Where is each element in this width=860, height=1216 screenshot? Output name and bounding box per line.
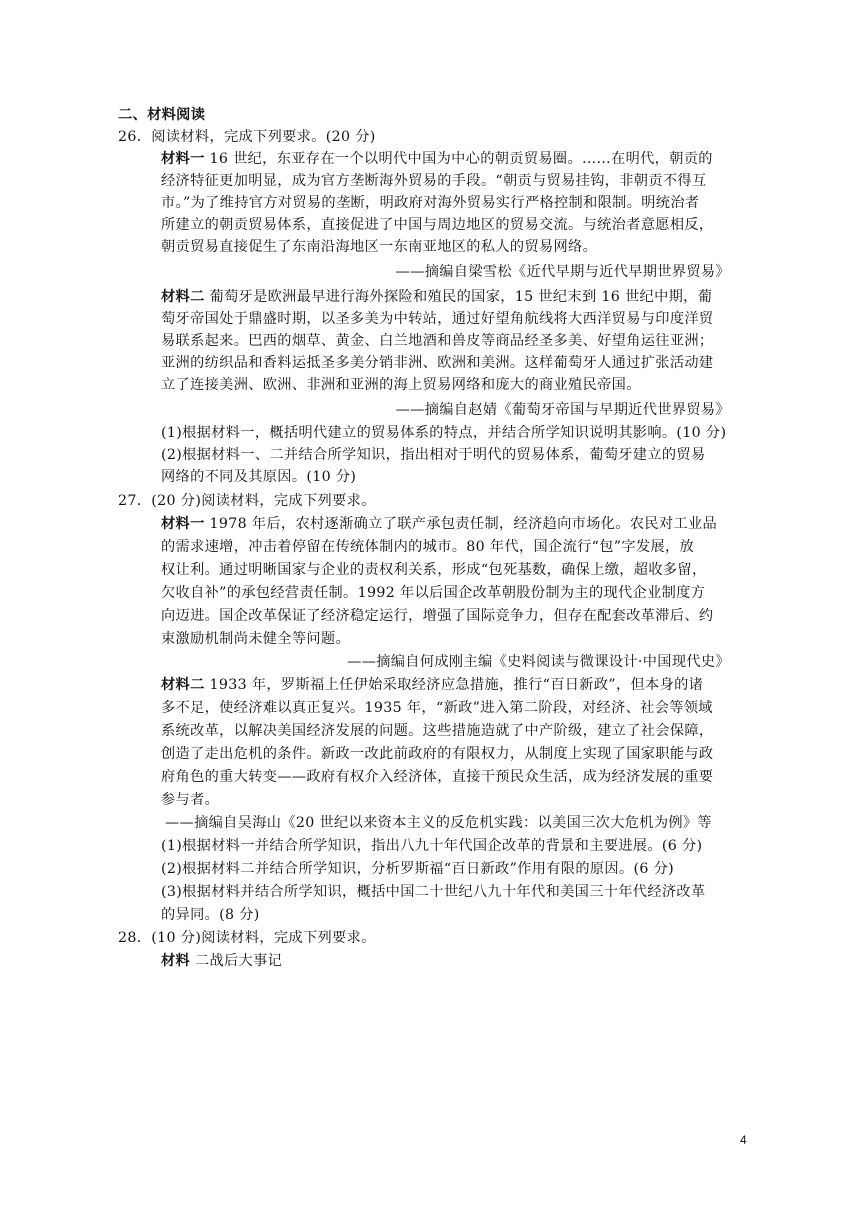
- q27-m1-line-5: 向迈进。国企改革保证了经济稳定运行，增强了国际竞争力，但存在配套改革滞后、约: [161, 608, 714, 624]
- q28-material-label: 材料: [161, 953, 191, 969]
- q26-m2-line-4: 亚洲的纺织品和香料运抵圣多美分销非洲、欧洲和美洲。这样葡萄牙人通过扩张活动建: [161, 355, 714, 371]
- q28-intro: 28．(10 分)阅读材料，完成下列要求。: [118, 930, 376, 946]
- q26-m2-label: 材料二: [161, 289, 205, 305]
- q27-m2-line-6: 参与者。: [161, 792, 220, 808]
- q27-question-3-cont: 的异同。(8 分): [161, 907, 260, 923]
- q26-question-2-cont: 网络的不同及其原因。(10 分): [161, 469, 357, 485]
- q26-m1-line-2: 经济特征更加明显，成为官方垄断海外贸易的手段。“朝贡与贸易挂钩，非朝贡不得互: [161, 173, 707, 189]
- q26-m1-source: ——摘编自梁雪松《近代早期与近代早期世界贸易》: [395, 264, 730, 280]
- q27-m1-source: ——摘编自何成刚主编《史料阅读与微课设计·中国现代史》: [347, 654, 730, 670]
- q27-m1-line-3: 权让利。通过明晰国家与企业的责权利关系，形成“包死基数，确保上缴，超收多留，: [161, 562, 707, 578]
- q26-intro: 26．阅读材料，完成下列要求。(20 分): [118, 129, 376, 145]
- q26-m1-line-1: 材料一 16 世纪，东亚存在一个以明代中国为中心的朝贡贸易圈。……在明代，朝贡的: [161, 151, 713, 167]
- q26-m2-line-5: 立了连接美洲、欧洲、非洲和亚洲的海上贸易网络和庞大的商业殖民帝国。: [161, 377, 641, 393]
- q26-m2-line-3: 易联系起来。巴西的烟草、黄金、白兰地酒和兽皮等商品经圣多美、好望角运往亚洲；: [161, 333, 714, 349]
- q27-m2-line-4: 创造了走出危机的条件。新政一改此前政府的有限权力，从制度上实现了国家职能与政: [161, 746, 714, 762]
- q27-m2-line-2: 多不足，使经济难以真正复兴。1935 年，“新政”进入第二阶段，对经济、社会等领域: [161, 700, 713, 716]
- q27-question-3: (3)根据材料并结合所学知识，概括中国二十世纪八九十年代和美国三十年代经济改革: [161, 884, 706, 900]
- q28-material: 材料 二战后大事记: [161, 953, 283, 969]
- q26-m2-source: ——摘编自赵婧《葡萄牙帝国与早期近代世界贸易》: [395, 402, 730, 418]
- q27-m2-line-3: 系统改革，以解决美国经济发展的问题。这些措施造就了中产阶级，建立了社会保障，: [161, 723, 714, 739]
- q27-intro: 27．(20 分)阅读材料，完成下列要求。: [118, 493, 376, 509]
- q26-m1-line-4: 所建立的朝贡贸易体系，直接促进了中国与周边地区的贸易交流。与统治者意愿相反，: [161, 217, 714, 233]
- section-title: 二、材料阅读: [118, 107, 206, 123]
- q26-m1-line-3: 市。”为了维持官方对贸易的垄断，明政府对海外贸易实行严格控制和限制。明统治者: [161, 195, 700, 211]
- q27-m1-line-4: 欠收自补”的承包经营责任制。1992 年以后国企改革朝股份制为主的现代企业制度方: [161, 585, 706, 601]
- page-number: 4: [740, 1133, 747, 1147]
- q26-m1-label: 材料一: [161, 151, 205, 167]
- q27-m1-line-2: 的需求速增，冲击着停留在传统体制内的城市。80 年代，国企流行“包”字发展，放: [161, 539, 695, 555]
- q27-m2-label: 材料二: [161, 677, 205, 693]
- q27-m1-label: 材料一: [161, 516, 205, 532]
- q27-question-1: (1)根据材料一并结合所学知识，指出八九十年代国企改革的背景和主要进展。(6 分): [161, 838, 703, 854]
- q27-question-2: (2)根据材料二并结合所学知识，分析罗斯福“百日新政”作用有限的原因。(6 分): [161, 861, 675, 877]
- q27-m1-line-1: 材料一 1978 年后，农村逐渐确立了联产承包责任制，经济趋向市场化。农民对工业品: [161, 516, 718, 532]
- q27-m1-line-6: 束激励机制尚未健全等问题。: [161, 631, 350, 647]
- q27-m2-line-1: 材料二 1933 年，罗斯福上任伊始采取经济应急措施，推行“百日新政”，但本身的诸: [161, 677, 704, 693]
- q26-question-1: (1)根据材料一，概括明代建立的贸易体系的特点，并结合所学知识说明其影响。(10 分): [161, 425, 727, 441]
- q27-m2-line-5: 府角色的重大转变——政府有权介入经济体，直接干预民众生活，成为经济发展的重要: [161, 769, 714, 785]
- q27-m2-source: ——摘编自吴海山《20 世纪以来资本主义的反危机实践：以美国三次大危机为例》等: [165, 815, 712, 831]
- q26-question-2: (2)根据材料一、二并结合所学知识，指出相对于明代的贸易体系，葡萄牙建立的贸易: [161, 447, 706, 463]
- q26-m1-line-5: 朝贡贸易直接促生了东南沿海地区一东南亚地区的私人的贸易网络。: [161, 239, 598, 255]
- q26-m2-line-1: 材料二 葡萄牙是欧洲最早进行海外探险和殖民的国家，15 世纪末到 16 世纪中期，葡: [161, 289, 713, 305]
- q26-m2-line-2: 萄牙帝国处于鼎盛时期，以圣多美为中转站，通过好望角航线将大西洋贸易与印度洋贸: [161, 311, 714, 327]
